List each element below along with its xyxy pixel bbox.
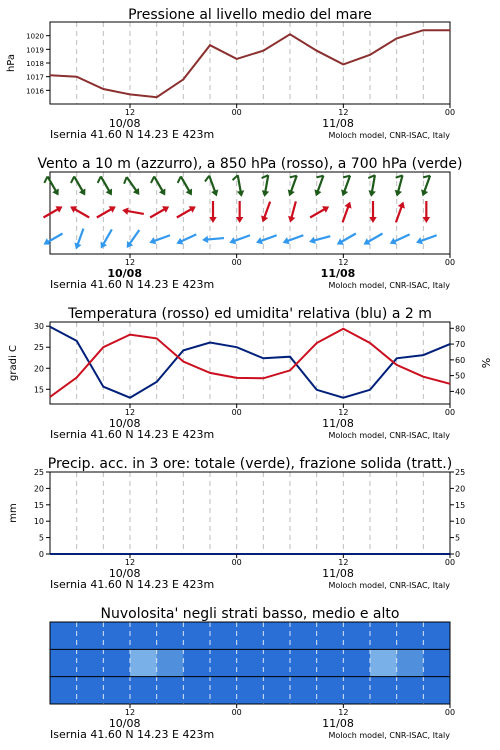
y-tick-label: 20 [33, 484, 44, 494]
wind-arrow [176, 175, 195, 199]
plot-frame [50, 322, 450, 404]
cloud-cell [370, 622, 397, 649]
cloud-cell [183, 677, 210, 704]
wind-arrow-head [398, 200, 407, 208]
wind-arrow [232, 175, 245, 198]
cloud-cell [370, 649, 397, 676]
wind-arrow-head [42, 238, 51, 247]
wind-arrow-head [52, 188, 61, 197]
x-tick-label: 00 [444, 708, 456, 717]
y-tick-label: 50 [455, 371, 466, 381]
x-tick-label: 00 [231, 258, 242, 267]
x-tick-label: 12 [124, 408, 136, 417]
wind-arrow [284, 174, 301, 198]
wind-arrow-head [415, 237, 423, 246]
wind-arrow-head [98, 241, 107, 250]
y-tick-label: 0 [455, 550, 461, 559]
y-tick-label: 5 [455, 533, 461, 543]
cloud-cell [290, 649, 317, 676]
x-tick-label: 00 [444, 408, 456, 417]
wind-arrow [42, 175, 61, 199]
pressure-point [49, 75, 51, 77]
wind-arrow [259, 174, 272, 197]
wind-arrow-head [211, 189, 220, 197]
date-label: 10/08 [108, 717, 141, 730]
wind-arrow [365, 174, 378, 197]
x-tick-label: 12 [338, 558, 349, 567]
wind-arrow [308, 233, 331, 246]
cloud-cell [423, 622, 450, 649]
y-tick-label: 1017 [26, 73, 44, 82]
wind-arrow-head [281, 237, 289, 246]
date-label: 11/08 [322, 117, 354, 130]
cloud-cell [103, 649, 130, 676]
y-tick-label: 25 [33, 343, 44, 353]
wind-arrow [95, 203, 118, 220]
cloud-cell [397, 677, 424, 704]
x-tick-label: 00 [231, 558, 242, 567]
wind-arrow [417, 174, 434, 198]
y-tick-label: 1019 [26, 46, 44, 55]
cloud-cell [423, 677, 450, 704]
wind-arrow-head [109, 203, 118, 212]
cloud-cell [210, 649, 237, 676]
cloud-panel [50, 622, 455, 741]
wind-arrow [415, 232, 438, 247]
location-label: Isernia 41.60 N 14.23 E 423m [50, 128, 215, 141]
cloud-cell [130, 649, 157, 676]
location-label: Isernia 41.60 N 14.23 E 423m [50, 578, 215, 591]
model-credit: Moloch model, CNR-ISAC, Italy [328, 281, 450, 290]
chart-title: Vento a 10 m (azzurro), a 850 hPa (rosso), a 700 hPa (verde) [37, 156, 463, 172]
cloud-cell [237, 649, 264, 676]
pressure-point [396, 38, 398, 40]
wind-arrow [124, 228, 143, 250]
cloud-cell [157, 677, 184, 704]
wind-arrow [281, 232, 304, 247]
y-axis-label: gradi C [8, 345, 19, 381]
pressure-point [289, 34, 291, 36]
cloud-cell [317, 649, 344, 676]
y-tick-label: 0 [38, 550, 44, 559]
wind-arrow [388, 231, 411, 247]
wind-arrow-head [106, 188, 115, 197]
pressure-point [423, 29, 425, 31]
cloud-cell [263, 622, 290, 649]
cloud-cell [157, 622, 184, 649]
wind-arrow-head [345, 200, 354, 208]
cloud-cell [290, 677, 317, 704]
wind-arrow-head [68, 203, 77, 212]
wind-arrow-head [175, 238, 184, 247]
wind-arrow-head [339, 189, 348, 197]
y-tick-label: 25 [455, 468, 466, 477]
x-tick-label: 00 [231, 108, 242, 117]
date-label: 10/08 [108, 567, 141, 580]
wind-panel [42, 172, 455, 291]
cloud-cell [183, 649, 210, 676]
chart-title: Pressione al livello medio del mare [128, 7, 372, 23]
wind-arrow-head [393, 190, 402, 198]
cloud-cell [77, 622, 104, 649]
wind-arrow-head [362, 238, 371, 247]
wind-arrow [392, 200, 407, 223]
location-label: Isernia 41.60 N 14.23 E 423m [50, 428, 215, 441]
y-tick-label: 1020 [26, 32, 44, 41]
x-tick-label: 00 [444, 258, 456, 267]
wind-arrow-head [308, 237, 316, 246]
pressure-point [209, 44, 211, 46]
cloud-cell [317, 677, 344, 704]
cloud-cell [290, 622, 317, 649]
wind-arrow [362, 230, 385, 247]
wind-arrow-head [255, 237, 263, 246]
model-credit: Moloch model, CNR-ISAC, Italy [328, 581, 450, 590]
wind-arrow-head [122, 206, 129, 214]
x-tick-label: 00 [444, 108, 456, 117]
y-axis-label: mm [8, 503, 19, 523]
y-tick-label: 70 [455, 340, 466, 350]
chart-title: Temperatura (rosso) ed umidita' relativa (blu) a 2 m [68, 306, 432, 322]
pressure-point [236, 58, 238, 60]
wind-arrow [122, 175, 143, 199]
y-axis-label-right: % [480, 357, 493, 369]
y-tick-label: 15 [455, 500, 466, 510]
y-tick-label: 15 [33, 500, 44, 510]
wind-arrow-head [202, 236, 209, 244]
cloud-cell [157, 649, 184, 676]
wind-arrow-head [228, 237, 236, 246]
wind-arrow [69, 175, 88, 199]
cloud-cell [103, 622, 130, 649]
date-label: 10/08 [108, 117, 141, 130]
wind-arrow [255, 232, 278, 247]
cloud-cell [263, 677, 290, 704]
cloud-cell [130, 622, 157, 649]
wind-arrow [287, 200, 300, 223]
cloud-cell [50, 677, 77, 704]
wind-arrow [259, 200, 274, 223]
wind-arrow [175, 203, 198, 220]
wind-arrow-head [367, 190, 375, 197]
wind-arrow [72, 227, 87, 250]
pressure-point [263, 50, 265, 52]
x-tick-label: 12 [124, 108, 136, 117]
model-credit: Moloch model, CNR-ISAC, Italy [328, 731, 450, 740]
wind-arrow [308, 203, 331, 220]
wind-arrow-head [419, 189, 428, 197]
chart-title: Precip. acc. in 3 ore: totale (verde), frazione solida (tratt.) [47, 456, 453, 472]
cloud-cell [397, 649, 424, 676]
pressure-point [316, 50, 318, 52]
wind-arrow-head [79, 188, 88, 197]
x-tick-label: 12 [338, 708, 349, 717]
pressure-point [343, 64, 345, 66]
y-tick-label: 15 [33, 385, 44, 395]
cloud-cell [237, 677, 264, 704]
date-label: 10/08 [107, 267, 142, 280]
x-tick-label: 12 [124, 558, 136, 567]
y-tick-label: 20 [33, 364, 44, 374]
wind-arrow [96, 175, 115, 199]
wind-arrow [42, 203, 65, 220]
wind-arrow-head [259, 215, 268, 223]
cloud-cell [343, 677, 370, 704]
plot-frame [50, 172, 450, 254]
location-label: Isernia 41.60 N 14.23 E 423m [50, 278, 215, 291]
wind-arrow [391, 174, 406, 198]
x-tick-label: 00 [231, 408, 242, 417]
wind-arrow [310, 174, 327, 198]
wind-arrow [175, 231, 198, 247]
cloud-cell [50, 622, 77, 649]
cloud-cell [103, 677, 130, 704]
x-tick-label: 12 [338, 108, 349, 117]
pressure-point [103, 88, 105, 90]
temperature-line [50, 329, 450, 397]
pressure-point [156, 96, 158, 98]
y-tick-label: 40 [455, 387, 466, 397]
cloud-cell [343, 622, 370, 649]
wind-arrow-head [162, 203, 171, 212]
wind-arrow-head [189, 203, 198, 212]
y-tick-label: 1018 [26, 60, 44, 68]
wind-arrow [335, 230, 358, 247]
y-tick-label: 25 [33, 468, 44, 477]
wind-arrow [149, 175, 168, 199]
y-axis-label: hPa [6, 53, 17, 73]
y-tick-label: 20 [455, 484, 466, 494]
date-label: 11/08 [322, 567, 354, 580]
wind-arrow-head [148, 237, 156, 246]
y-tick-label: 1016 [26, 87, 44, 96]
x-tick-label: 12 [124, 258, 136, 267]
wind-arrow [122, 206, 145, 217]
wind-arrow-head [159, 188, 168, 197]
cloud-cell [50, 649, 77, 676]
y-tick-label: 80 [455, 324, 466, 334]
date-label: 11/08 [320, 267, 356, 280]
wind-arrow-head [388, 238, 397, 247]
x-tick-label: 12 [338, 408, 349, 417]
cloud-cell [77, 649, 104, 676]
pressure-point [183, 79, 185, 81]
y-tick-label: 60 [455, 355, 466, 365]
wind-arrow [42, 230, 65, 247]
cloud-cell [77, 677, 104, 704]
wind-arrow [148, 232, 171, 247]
wind-arrow-head [286, 189, 295, 197]
cloud-cell [130, 677, 157, 704]
cloud-cell [343, 649, 370, 676]
wind-arrow [228, 232, 251, 247]
plot-frame [50, 472, 450, 554]
x-tick-label: 00 [231, 708, 242, 717]
pressure-point [76, 76, 78, 78]
cloud-cell [210, 677, 237, 704]
y-tick-label: 10 [455, 517, 466, 527]
pressure-line [50, 30, 450, 97]
wind-arrow [337, 174, 354, 198]
wind-arrow-head [186, 188, 195, 197]
y-tick-label: 5 [38, 533, 44, 543]
wind-arrow-head [322, 203, 331, 212]
wind-arrow [68, 203, 91, 220]
wind-arrow-head [335, 238, 344, 247]
temperature-panel [8, 322, 493, 441]
wind-arrow [339, 200, 354, 223]
cloud-cell [317, 622, 344, 649]
date-label: 10/08 [108, 417, 141, 430]
cloud-cell [237, 622, 264, 649]
wind-arrow [202, 234, 225, 243]
pressure-point [369, 54, 371, 56]
x-tick-label: 00 [444, 558, 456, 567]
wind-arrow-head [287, 216, 296, 224]
cloud-cell [423, 649, 450, 676]
wind-arrow-head [312, 189, 321, 197]
y-tick-label: 30 [33, 322, 44, 332]
cloud-cell [263, 649, 290, 676]
wind-arrow [204, 174, 221, 198]
wind-arrow [98, 228, 115, 251]
date-label: 11/08 [322, 417, 354, 430]
y-tick-label: 10 [33, 517, 44, 527]
x-tick-label: 12 [338, 258, 349, 267]
wind-arrow [148, 203, 171, 220]
cloud-cell [370, 677, 397, 704]
pressure-point [449, 29, 451, 31]
x-tick-label: 12 [124, 708, 136, 717]
location-label: Isernia 41.60 N 14.23 E 423m [50, 728, 215, 741]
humidity-line [50, 327, 450, 398]
wind-arrow-head [261, 190, 269, 197]
cloud-cell [210, 622, 237, 649]
plot-frame [50, 22, 450, 104]
chart-title: Nuvolosita' negli strati basso, medio e alto [100, 606, 400, 622]
date-label: 11/08 [322, 717, 354, 730]
wind-arrow-head [72, 242, 81, 250]
model-credit: Moloch model, CNR-ISAC, Italy [328, 431, 450, 440]
pressure-panel [6, 22, 455, 141]
precipitation-panel [8, 468, 465, 591]
wind-arrow-head [237, 190, 245, 197]
cloud-cell [397, 622, 424, 649]
cloud-cell [183, 622, 210, 649]
model-credit: Moloch model, CNR-ISAC, Italy [328, 131, 450, 140]
pressure-point [129, 94, 131, 96]
wind-arrow-head [55, 203, 64, 212]
